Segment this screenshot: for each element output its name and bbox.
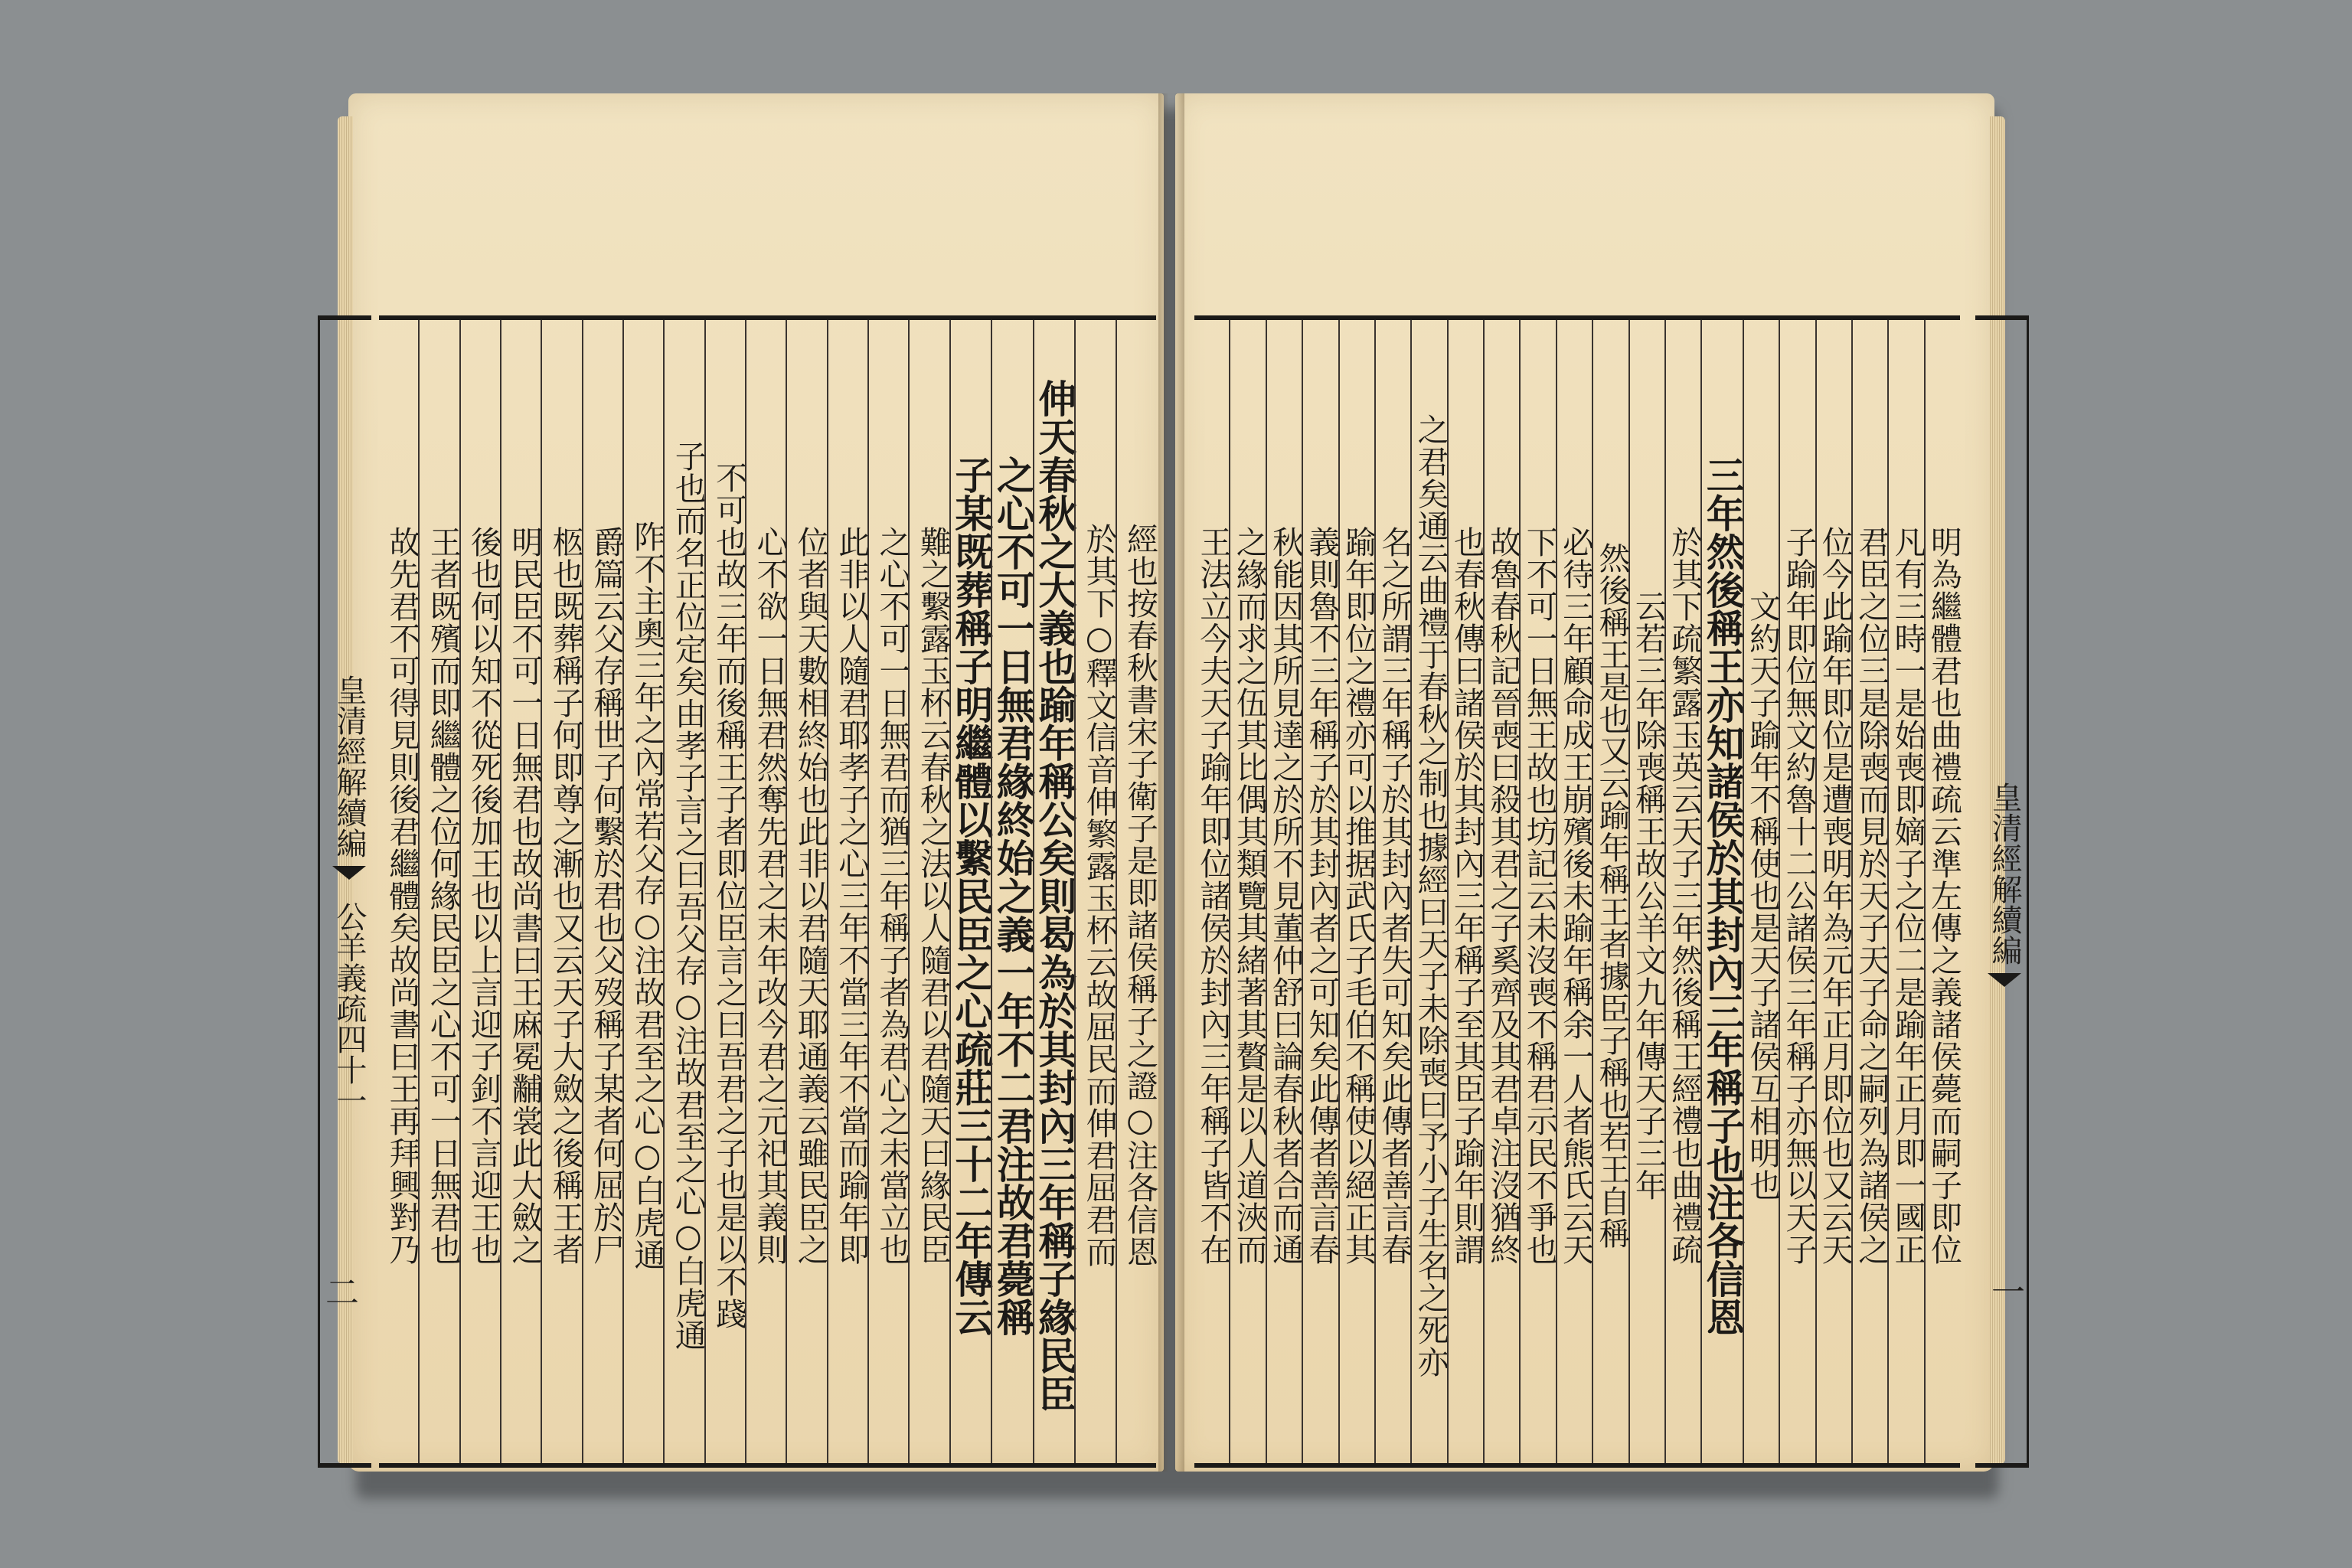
right_page-text-column: 位今此踰年即位是遭喪明年為元年正月即位也又云天: [1815, 320, 1851, 1463]
right_page-text-column: 義則魯不三年稱子於其封內者之可知矣此傳者善言春: [1302, 320, 1338, 1463]
right_page-text-column: 凡有三時一是始喪即嫡子之位二是踰年正月即一國正: [1887, 320, 1923, 1463]
right_page-text-column: 必待三年顧命成王崩殯後未踰年稱余一人者熊氏云天: [1556, 320, 1592, 1463]
left_page-text-column: 柩也既葬稱子何即尊之漸也又云天子大斂之後稱王者: [541, 320, 581, 1463]
left-text-columns: [379, 320, 1156, 1463]
right_page-text-column: 王法立今夫天子踰年即位諸侯於封內三年稱子皆不在: [1194, 525, 1232, 1266]
right_page-text-column: 之緣而求之伍其比偶其類覽其緒著其贅是以人道浹而: [1229, 320, 1265, 1463]
left-series-title: 皇清經解續編: [332, 674, 367, 858]
right_page-text-column: 秋能因其所見達之於所不見董仲舒曰論春秋者合而通: [1266, 320, 1302, 1463]
left_page-text-column: 經也按春秋書宋子衛子是即諸侯稱子之證○注各信恩: [1116, 320, 1156, 1463]
right_page-text-column: 也春秋傳曰諸侯於其封內三年稱子至其臣子踰年則謂: [1447, 320, 1483, 1463]
right_page-text-column: 踰年即位之禮亦可以推据武氏子毛伯不稱使以絕正其: [1338, 320, 1374, 1463]
right_page-text-column: 君臣之位三是除喪而見於天子天子命之嗣列為諸侯之: [1851, 320, 1887, 1463]
right_page-text-column: 然後稱王是也又云踰年稱王者據臣子稱也若王自稱: [1592, 320, 1628, 1463]
right-text-frame: [1194, 315, 1960, 1468]
left-page: [325, 93, 1164, 1472]
right_page-text-column: 名之所謂三年稱子於其封內者失可知矣此傳者善言春: [1374, 320, 1410, 1463]
right_page-text-column: 三年然後稱王亦知諸侯於其封內三年稱子也注各信恩: [1700, 320, 1743, 1463]
right_page-text-column: 下不可一日無王故也坊記云未沒喪不稱君示民不爭也: [1519, 320, 1555, 1463]
right_page-text-column: 於其下疏繁露玉英云天子三年然後稱王經禮也曲禮疏: [1664, 320, 1700, 1463]
left_page-text-column: 爵篇云父存稱世子何繫於君也父歿稱子某者何屈於尸: [582, 320, 622, 1463]
left-page-number: 二: [325, 1273, 359, 1312]
left_page-text-column: 後也何以知不從死後加王也以上言迎子釗不言迎王也: [459, 320, 500, 1463]
right_page-text-column: 故魯春秋記晉喪曰殺其君之子奚齊及其君卓注沒猶終: [1483, 320, 1519, 1463]
fishtail-icon: [332, 866, 366, 893]
right_page-text-column: 文約天子踰年不稱使也是天子諸侯互相明也: [1743, 320, 1779, 1463]
left_page-text-column: 之心不可一日無君緣終始之義一年不二君注故君薨稱: [991, 320, 1033, 1463]
fishtail-icon: [1988, 973, 2021, 1001]
left_page-text-column: 伸天春秋之大義也踰年稱公矣則曷為於其封內三年稱子緣民臣: [1033, 320, 1075, 1463]
right_page-text-column: 子踰年即位無文約魯十二公諸侯三年稱子亦無以天子: [1779, 320, 1815, 1463]
right-page-number: 一: [1991, 1273, 2025, 1312]
left_page-text-column: 子某既葬稱子明繼體以繫民臣之心疏莊三十二年傳云: [949, 320, 991, 1463]
left_page-text-column: 明民臣不可一日無君也故尚書曰王麻冕黼裳此大斂之: [500, 320, 541, 1463]
right-text-columns: [1194, 320, 1960, 1463]
left_page-text-column: 位者與天數相終始也此非以君隨天耶通義云雖民臣之: [786, 320, 826, 1463]
right-series-title: 皇清經解續編: [1987, 781, 2022, 965]
left_page-text-column: 子也而名正位定矣由孝子言之曰吾父存○注故君至之心○白虎通: [663, 320, 704, 1463]
left_page-text-column: 之心不可一日無君而猶三年稱子者為君心之未當立也: [867, 320, 908, 1463]
right_page-text-column: 云若三年除喪稱王故公羊文九年傳天子三年: [1628, 320, 1664, 1463]
left_page-text-column: 於其下○釋文信音伸繁露玉杯云故屈民而伸君屈君而: [1074, 320, 1115, 1463]
left_page-text-column: 此非以人隨君耶孝子之心三年不當三年不當而踰年即: [827, 320, 867, 1463]
left-text-frame: [379, 315, 1156, 1468]
left-section-title: 公羊義疏四十一: [332, 900, 367, 1116]
open-book: [325, 93, 2025, 1494]
left_page-text-column: 故先君不可得見則後君繼體矣故尚書曰王再拜興對乃: [384, 525, 421, 1266]
left_page-text-column: 心不欲一日無君然奪先君之末年改今君之元祀其義則: [745, 320, 786, 1463]
left_page-text-column: 不可也故三年而後稱王子者即位臣言之曰吾君之子也是以不踐: [704, 320, 745, 1463]
right-page: [1175, 93, 2025, 1472]
left_page-text-column: 阼不主奧三年之內常若父存○注故君至之心○白虎通: [622, 320, 663, 1463]
left_page-text-column: 難之繫露玉杯云春秋之法以人隨君以君隨天曰緣民臣: [908, 320, 949, 1463]
right_page-text-column: 明為繼體君也曲禮疏云準左傳之義諸侯薨而嗣子即位: [1924, 320, 1960, 1463]
book-gutter: [1158, 93, 1184, 1472]
left_page-text-column: 王者既殯而即繼體之位何緣民臣之心不可一日無君也: [418, 320, 459, 1463]
right_page-text-column: 之君矣通云曲禮于春秋之制也據經曰天子未除喪曰予小子生名之死亦: [1410, 320, 1446, 1463]
